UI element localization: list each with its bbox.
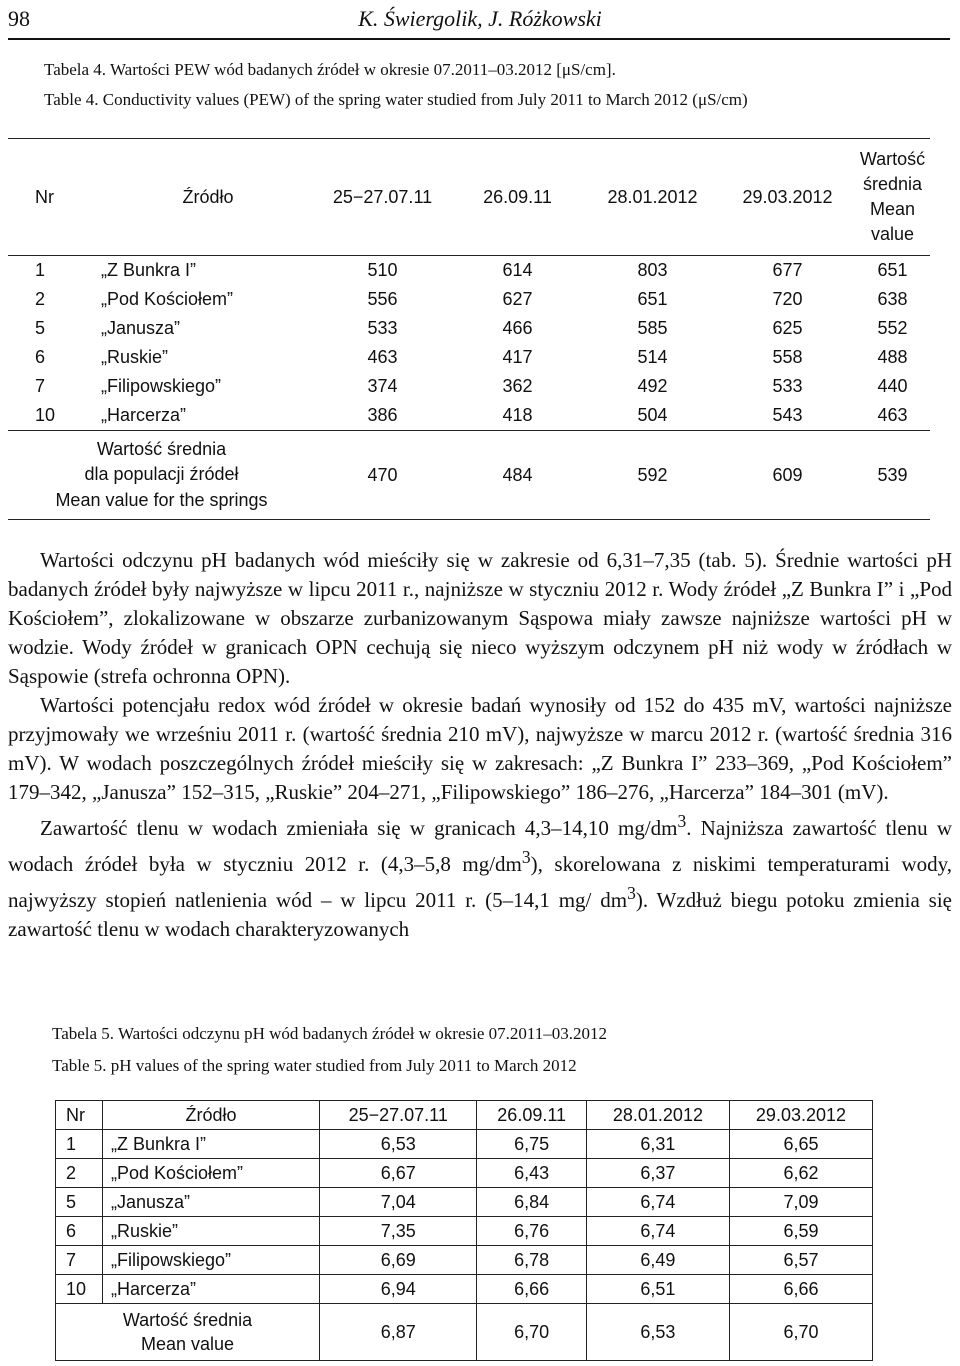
value-cell: 7,09 <box>729 1188 872 1217</box>
mean-value-cell: 638 <box>877 289 908 309</box>
table-row <box>8 372 930 401</box>
source-name: „Filipowskiego” <box>101 376 222 396</box>
table-row <box>8 401 930 431</box>
value-cell: 6,53 <box>320 1130 477 1159</box>
table-header-row <box>8 139 930 256</box>
header-date-2: 26.09.11 <box>450 139 585 256</box>
header-date-2: 26.09.11 <box>477 1101 586 1130</box>
row-number: 6 <box>35 347 46 367</box>
value-cell: 6,62 <box>729 1159 872 1188</box>
value-cell: 6,66 <box>729 1275 872 1304</box>
row-number: 2 <box>56 1159 103 1188</box>
table4-caption-pl: Tabela 4. Wartości PEW wód badanych źródeł w okresie 07.2011–03.2012 [μS/cm]. <box>44 60 616 79</box>
value-cell: 466 <box>502 318 533 338</box>
mean-value-cell: 488 <box>877 347 908 367</box>
value-cell: 6,43 <box>477 1159 586 1188</box>
value-cell: 6,65 <box>729 1130 872 1159</box>
value-cell: 514 <box>637 347 668 367</box>
value-cell: 677 <box>772 260 803 280</box>
mean-cell: 484 <box>450 431 585 520</box>
header-mean-value <box>855 139 930 256</box>
oxygen-text-3: ), skorelowana z niskimi temperaturami wody, najwyższy stopień natlenienia wód – w lipcu 2011 r. (5–14,1 mg/ dm <box>8 852 952 912</box>
header-nr: Nr <box>8 139 101 256</box>
table-row <box>8 256 930 286</box>
paragraph-oxygen <box>8 807 952 944</box>
table-row <box>8 285 930 314</box>
value-cell: 6,37 <box>586 1159 729 1188</box>
table5-caption-pl: Tabela 5. Wartości odczynu pH wód badanych źródeł w okresie 07.2011–03.2012 <box>52 1024 607 1043</box>
table-row <box>56 1275 873 1304</box>
value-cell: 362 <box>502 376 533 396</box>
mean-cell: 470 <box>315 431 450 520</box>
value-cell: 6,78 <box>477 1246 586 1275</box>
value-cell: 6,76 <box>477 1217 586 1246</box>
header-source: Źródło <box>101 139 315 256</box>
paragraph-ph: Wartości odczynu pH badanych wód mieściły się w zakresie od 6,31–7,35 (tab. 5). Średnie wartości pH badanych źródeł były najwyższe w lipcu 2011 r., najniższe w styczniu 2012 r. Wody źródeł „Z Bunkra I” i „Pod Kościołem”, zlokalizowane w obszarze zurbanizowanym Sąspowa miały zawsze najniższe wartości pH w wodzie. Wody źródeł w granicach OPN cechują się nieco wyższym odczynem pH niż wody w źródłach w Sąspowie (strefa ochronna OPN). <box>8 548 952 688</box>
header-source: Źródło <box>103 1101 320 1130</box>
row-number: 6 <box>56 1217 103 1246</box>
value-cell: 627 <box>502 289 533 309</box>
value-cell: 6,75 <box>477 1130 586 1159</box>
table-row <box>56 1159 873 1188</box>
table-row <box>8 343 930 372</box>
source-name: „Janusza” <box>103 1188 320 1217</box>
table-row <box>56 1217 873 1246</box>
mean-value-cell: 552 <box>877 318 908 338</box>
source-name: „Harcerza” <box>103 1275 320 1304</box>
header-date-3: 28.01.2012 <box>585 139 720 256</box>
row-number: 5 <box>35 318 46 338</box>
value-cell: 533 <box>772 376 803 396</box>
page-header <box>0 0 960 40</box>
source-name: „Filipowskiego” <box>103 1246 320 1275</box>
header-nr: Nr <box>56 1101 103 1130</box>
row-number: 1 <box>56 1130 103 1159</box>
value-cell: 651 <box>637 289 668 309</box>
mean-cell: 6,87 <box>320 1304 477 1361</box>
source-name: „Pod Kościołem” <box>103 1159 320 1188</box>
value-cell: 625 <box>772 318 803 338</box>
oxygen-text-4: ). Wzdłuż biegu potoku zmienia się zawartość tlenu w wodach charakteryzowanych <box>8 888 952 941</box>
mean-label-line-1: Wartość średnia <box>96 439 227 460</box>
value-cell: 510 <box>367 260 398 280</box>
value-cell: 6,69 <box>320 1246 477 1275</box>
row-number: 10 <box>35 405 56 425</box>
mean-label-line-1: Wartość średnia <box>122 1309 253 1330</box>
row-number: 1 <box>35 260 46 280</box>
oxygen-text-2: . Najniższa zawartość tlenu w wodach źródeł była w styczniu 2012 r. (4,3–5,8 mg/dm <box>8 816 952 876</box>
ph-table <box>55 1100 873 1361</box>
header-rule <box>8 38 950 40</box>
row-number: 2 <box>35 289 46 309</box>
header-mean-line-2: średnia <box>862 173 923 194</box>
value-cell: 558 <box>772 347 803 367</box>
table-header-row <box>56 1101 873 1130</box>
header-date-1: 25−27.07.11 <box>315 139 450 256</box>
value-cell: 6,94 <box>320 1275 477 1304</box>
running-head: K. Świergolik, J. Różkowski <box>358 6 602 31</box>
value-cell: 417 <box>502 347 533 367</box>
value-cell: 6,57 <box>729 1246 872 1275</box>
mean-cell: 539 <box>855 431 930 520</box>
value-cell: 6,49 <box>586 1246 729 1275</box>
table-row <box>56 1188 873 1217</box>
value-cell: 492 <box>637 376 668 396</box>
value-cell: 803 <box>637 260 668 280</box>
value-cell: 6,51 <box>586 1275 729 1304</box>
mean-cell: 6,53 <box>586 1304 729 1361</box>
value-cell: 6,59 <box>729 1217 872 1246</box>
table-mean-row <box>56 1304 873 1361</box>
value-cell: 6,74 <box>586 1188 729 1217</box>
value-cell: 504 <box>637 405 668 425</box>
value-cell: 6,31 <box>586 1130 729 1159</box>
mean-value-cell: 463 <box>877 405 908 425</box>
value-cell: 7,35 <box>320 1217 477 1246</box>
value-cell: 386 <box>367 405 398 425</box>
conductivity-table <box>8 138 930 520</box>
table-row <box>8 314 930 343</box>
value-cell: 7,04 <box>320 1188 477 1217</box>
mean-cell: 609 <box>720 431 855 520</box>
paragraph-redox: Wartości potencjału redox wód źródeł w okresie badań wynosiły od 152 do 435 mV, wartości najniższe przyjmowały we wrześniu 2011 r. (wartość średnia 210 mV), najwyższe w marcu 2012 r. (wartość średnia 316 mV). W wodach poszczególnych źródeł mieściły się w zakresach: „Z Bunkra I” 233–369, „Pod Kościołem” 179–342, „Janusza” 152–315, „Ruskie” 204–271, „Filipowskiego” 186–276, „Harcerza” 184–301 (mV). <box>8 693 952 804</box>
mean-label-line-2: Mean value <box>140 1334 235 1354</box>
row-number: 7 <box>35 376 46 396</box>
header-date-3: 28.01.2012 <box>586 1101 729 1130</box>
table4-caption-en: Table 4. Conductivity values (PEW) of the spring water studied from July 2011 to March 2012 (μS/cm) <box>44 90 748 109</box>
header-date-4: 29.03.2012 <box>729 1101 872 1130</box>
table5-caption-en: Table 5. pH values of the spring water studied from July 2011 to March 2012 <box>52 1056 577 1075</box>
table-mean-row <box>8 431 930 520</box>
value-cell: 6,84 <box>477 1188 586 1217</box>
mean-cell: 6,70 <box>729 1304 872 1361</box>
value-cell: 6,67 <box>320 1159 477 1188</box>
value-cell: 374 <box>367 376 398 396</box>
mean-cell: 6,70 <box>477 1304 586 1361</box>
superscript: 3 <box>521 847 531 867</box>
page-number: 98 <box>8 6 30 31</box>
source-name: „Harcerza” <box>101 405 187 425</box>
superscript: 3 <box>627 883 636 903</box>
mean-label-line-3: Mean value for the springs <box>55 489 268 510</box>
mean-row-label <box>8 431 315 520</box>
row-number: 5 <box>56 1188 103 1217</box>
value-cell: 6,66 <box>477 1275 586 1304</box>
value-cell: 614 <box>502 260 533 280</box>
value-cell: 543 <box>772 405 803 425</box>
row-number: 10 <box>56 1275 103 1304</box>
value-cell: 418 <box>502 405 533 425</box>
value-cell: 585 <box>637 318 668 338</box>
header-date-1: 25−27.07.11 <box>320 1101 477 1130</box>
header-mean-line-3: Mean <box>869 199 916 219</box>
table-row <box>56 1130 873 1159</box>
mean-cell: 592 <box>585 431 720 520</box>
value-cell: 6,74 <box>586 1217 729 1246</box>
header-mean-line-4: value <box>870 224 915 245</box>
mean-label-line-2: dla populacji źródeł <box>84 464 239 485</box>
mean-value-cell: 440 <box>877 376 908 396</box>
source-name: „Pod Kościołem” <box>101 289 234 309</box>
value-cell: 463 <box>367 347 398 367</box>
body-text <box>8 546 952 944</box>
value-cell: 556 <box>367 289 398 309</box>
header-date-4: 29.03.2012 <box>720 139 855 256</box>
row-number: 7 <box>56 1246 103 1275</box>
source-name: „Janusza” <box>101 318 181 338</box>
source-name: „Z Bunkra I” <box>103 1130 320 1159</box>
source-name: „Z Bunkra I” <box>101 260 197 280</box>
table-row <box>56 1246 873 1275</box>
superscript: 3 <box>677 811 687 831</box>
value-cell: 533 <box>367 318 398 338</box>
value-cell: 720 <box>772 289 803 309</box>
source-name: „Ruskie” <box>103 1217 320 1246</box>
header-mean-line-1: Wartość <box>859 148 926 169</box>
source-name: „Ruskie” <box>101 347 169 367</box>
mean-value-cell: 651 <box>877 260 908 280</box>
oxygen-text-1: Zawartość tlenu w wodach zmieniała się w granicach 4,3–14,10 mg/dm <box>40 816 678 840</box>
mean-row-label <box>56 1304 320 1361</box>
